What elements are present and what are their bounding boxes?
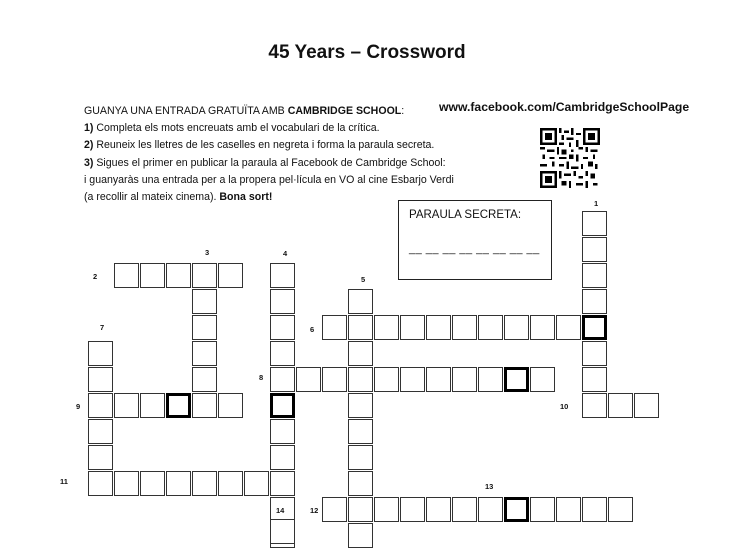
page-title: 45 Years – Crossword [268,42,466,63]
crossword-cell[interactable] [322,367,347,392]
crossword-cell[interactable] [530,367,555,392]
crossword-cell[interactable] [114,471,139,496]
crossword-cell[interactable] [348,341,373,366]
crossword-cell[interactable] [348,445,373,470]
crossword-cell-highlighted[interactable] [504,367,529,392]
instruction-line-1: GUANYA UNA ENTRADA GRATUÏTA AMB CAMBRIDGE SCHOOL: [84,105,405,117]
crossword-cell[interactable] [270,263,295,288]
clue-number-11: 11 [60,477,68,486]
crossword-cell[interactable] [400,367,425,392]
clue-number-8: 8 [259,373,264,382]
crossword-cell[interactable] [348,419,373,444]
clue-number-3: 3 [205,248,210,257]
crossword-cell[interactable] [556,497,581,522]
crossword-cell[interactable] [348,289,373,314]
crossword-cell[interactable] [426,367,451,392]
crossword-cell[interactable] [270,341,295,366]
crossword-cell[interactable] [530,315,555,340]
crossword-cell[interactable] [634,393,659,418]
crossword-cell[interactable] [218,471,243,496]
crossword-cell[interactable] [322,315,347,340]
crossword-cell[interactable] [218,263,243,288]
crossword-cell-highlighted[interactable] [166,393,191,418]
crossword-cell[interactable] [114,393,139,418]
crossword-cell[interactable] [192,471,217,496]
crossword-cell[interactable] [244,471,269,496]
crossword-cell[interactable] [452,497,477,522]
crossword-cell[interactable] [348,315,373,340]
crossword-cell[interactable] [348,471,373,496]
crossword-cell[interactable] [348,497,373,522]
secret-word-box [398,200,552,280]
clue-number-12: 12 [310,506,319,515]
crossword-cell[interactable] [88,419,113,444]
crossword-cell[interactable] [322,497,347,522]
crossword-cell[interactable] [556,315,581,340]
crossword-cell[interactable] [192,341,217,366]
crossword-cell[interactable] [140,263,165,288]
qr-code-icon [540,128,600,188]
crossword-cell[interactable] [530,497,555,522]
crossword-cell[interactable] [452,315,477,340]
crossword-cell[interactable] [348,523,373,548]
secret-word-label: PARAULA SECRETA: [409,209,522,221]
crossword-cell[interactable] [88,471,113,496]
crossword-cell[interactable] [88,393,113,418]
crossword-cell[interactable] [348,367,373,392]
crossword-cell[interactable] [88,445,113,470]
crossword-cell[interactable] [504,315,529,340]
crossword-cell[interactable] [582,393,607,418]
crossword-cell[interactable] [478,315,503,340]
crossword-cell[interactable] [114,263,139,288]
crossword-cell-highlighted[interactable] [582,315,607,340]
instruction-line-2: 1) Completa els mots encreuats amb el vocabulari de la crítica. [84,122,380,135]
clue-number-1: 1 [594,199,599,208]
clue-number-13: 13 [485,482,494,491]
crossword-cell[interactable] [582,211,607,236]
crossword-cell[interactable] [192,393,217,418]
clue-number-7: 7 [100,323,105,332]
crossword-cell[interactable] [88,367,113,392]
crossword-cell[interactable] [270,445,295,470]
clue-number-4: 4 [283,249,288,258]
clue-number-2: 2 [93,272,98,281]
clue-number-6: 6 [310,325,315,334]
crossword-cell[interactable] [426,315,451,340]
clue-number-9: 9 [76,402,81,411]
crossword-cell[interactable] [374,367,399,392]
crossword-cell[interactable] [478,367,503,392]
crossword-cell[interactable] [582,263,607,288]
crossword-cell[interactable] [140,393,165,418]
crossword-cell[interactable] [608,497,633,522]
crossword-cell[interactable] [218,393,243,418]
secret-word-blanks: __ __ __ __ __ __ __ __ [409,243,540,255]
crossword-cell[interactable] [582,237,607,262]
crossword-cell[interactable] [582,497,607,522]
crossword-cell[interactable] [608,393,633,418]
instructions [84,103,454,206]
clue-number-14: 14 [276,506,285,515]
crossword-cell[interactable] [140,471,165,496]
crossword-cell[interactable] [192,289,217,314]
crossword-cell-highlighted[interactable] [504,497,529,522]
crossword-cell-highlighted[interactable] [270,393,295,418]
crossword-cell[interactable] [192,315,217,340]
crossword-cell[interactable] [166,471,191,496]
crossword-cell[interactable] [582,341,607,366]
crossword-cell[interactable] [270,367,295,392]
crossword-cell[interactable] [270,419,295,444]
facebook-link[interactable]: www.facebook.com/CambridgeSchoolPage [439,100,690,114]
crossword-cell[interactable] [582,289,607,314]
clue-number-10: 10 [560,402,569,411]
crossword-cell[interactable] [426,497,451,522]
crossword-cell[interactable] [88,341,113,366]
instruction-line-3: 2) Reuneix les lletres de les caselles en negreta i forma la paraula secreta. [84,139,435,152]
crossword-cell[interactable] [400,315,425,340]
crossword-cell[interactable] [374,497,399,522]
crossword-cell[interactable] [270,315,295,340]
crossword-cell[interactable] [270,471,295,496]
crossword-cell[interactable] [478,497,503,522]
crossword-cell[interactable] [348,393,373,418]
crossword-cell[interactable] [400,497,425,522]
crossword-cell[interactable] [374,315,399,340]
instruction-line-4: 3) Sigues el primer en publicar la paraula al Facebook de Cambridge School: [84,156,446,169]
instruction-line-5: i guanyaràs una entrada per a la propera pel·lícula en VO al cine Esbarjo Verdi [84,173,454,186]
crossword-cell[interactable] [270,519,295,544]
crossword-cell[interactable] [166,263,191,288]
instruction-line-6: (a recollir al mateix cinema). Bona sort! [84,191,273,204]
crossword-cell[interactable] [582,367,607,392]
crossword-cell[interactable] [270,289,295,314]
crossword-cell[interactable] [452,367,477,392]
crossword-cell[interactable] [192,263,217,288]
clue-number-5: 5 [361,275,366,284]
crossword-cell[interactable] [192,367,217,392]
crossword-cell[interactable] [296,367,321,392]
